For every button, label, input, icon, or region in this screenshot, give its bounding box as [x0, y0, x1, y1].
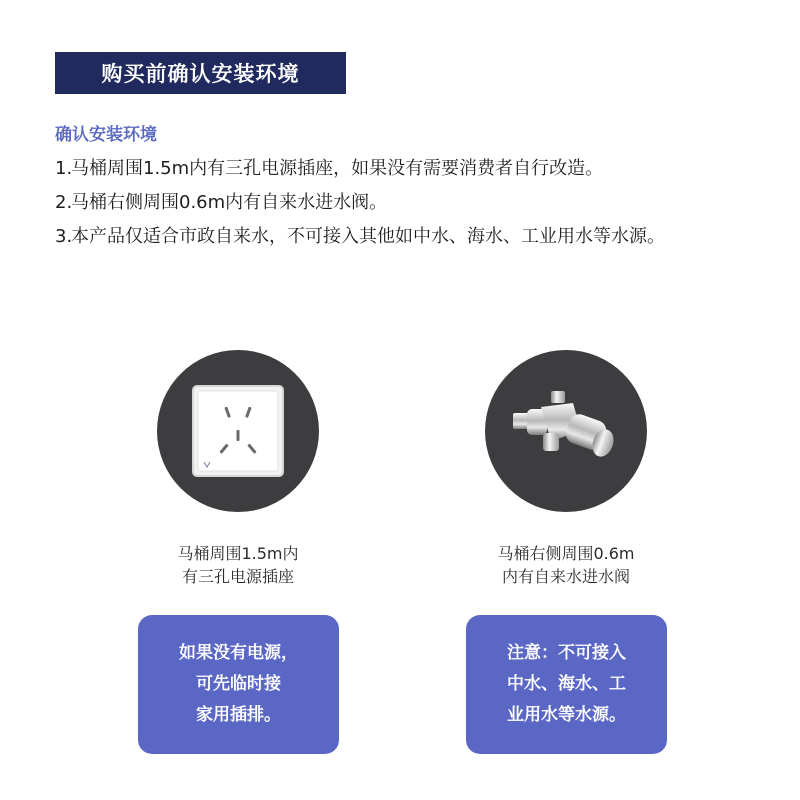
- caption-line: 马桶右侧周围0.6m: [497, 544, 635, 563]
- valve-image-circle: [485, 350, 647, 512]
- note-line: 如果没有电源，: [179, 643, 298, 663]
- page-title: 购买前确认安装环境: [101, 62, 300, 86]
- caption-line: 有三孔电源插座: [181, 567, 294, 586]
- water-valve-icon: [511, 391, 621, 471]
- socket-image-circle: [157, 350, 319, 512]
- valve-caption: [466, 542, 666, 588]
- note-line: 业用水等水源。: [507, 705, 626, 725]
- requirement-number: 2.: [55, 192, 73, 213]
- socket-note-box: [138, 615, 339, 754]
- requirement-text: 马桶周围1.5m内有三孔电源插座，如果没有需要消费者自行改造。: [71, 158, 604, 179]
- section-title: 确认安装环境: [55, 125, 157, 145]
- socket-caption: [138, 542, 338, 588]
- requirement-text: 马桶右侧周围0.6m内有自来水进水阀。: [71, 192, 388, 213]
- note-line: 注意：不可接入: [507, 643, 626, 663]
- requirement-number: 3.: [55, 226, 73, 247]
- socket-card: [138, 350, 338, 588]
- requirement-item: [55, 186, 755, 220]
- requirement-item: [55, 220, 755, 254]
- caption-line: 马桶周围1.5m内: [177, 544, 299, 563]
- header-banner: [55, 52, 346, 94]
- requirement-item: [55, 152, 755, 186]
- requirements-list: [55, 152, 755, 254]
- requirement-number: 1.: [55, 158, 73, 179]
- power-socket-icon: [192, 385, 284, 477]
- valve-note-box: [466, 615, 667, 754]
- valve-card: [466, 350, 666, 588]
- requirement-text: 本产品仅适合市政自来水，不可接入其他如中水、海水、工业用水等水源。: [71, 226, 665, 247]
- note-line: 家用插排。: [196, 705, 281, 725]
- note-line: 中水、海水、工: [507, 674, 626, 694]
- note-line: 可先临时接: [196, 674, 281, 694]
- caption-line: 内有自来水进水阀: [501, 567, 630, 586]
